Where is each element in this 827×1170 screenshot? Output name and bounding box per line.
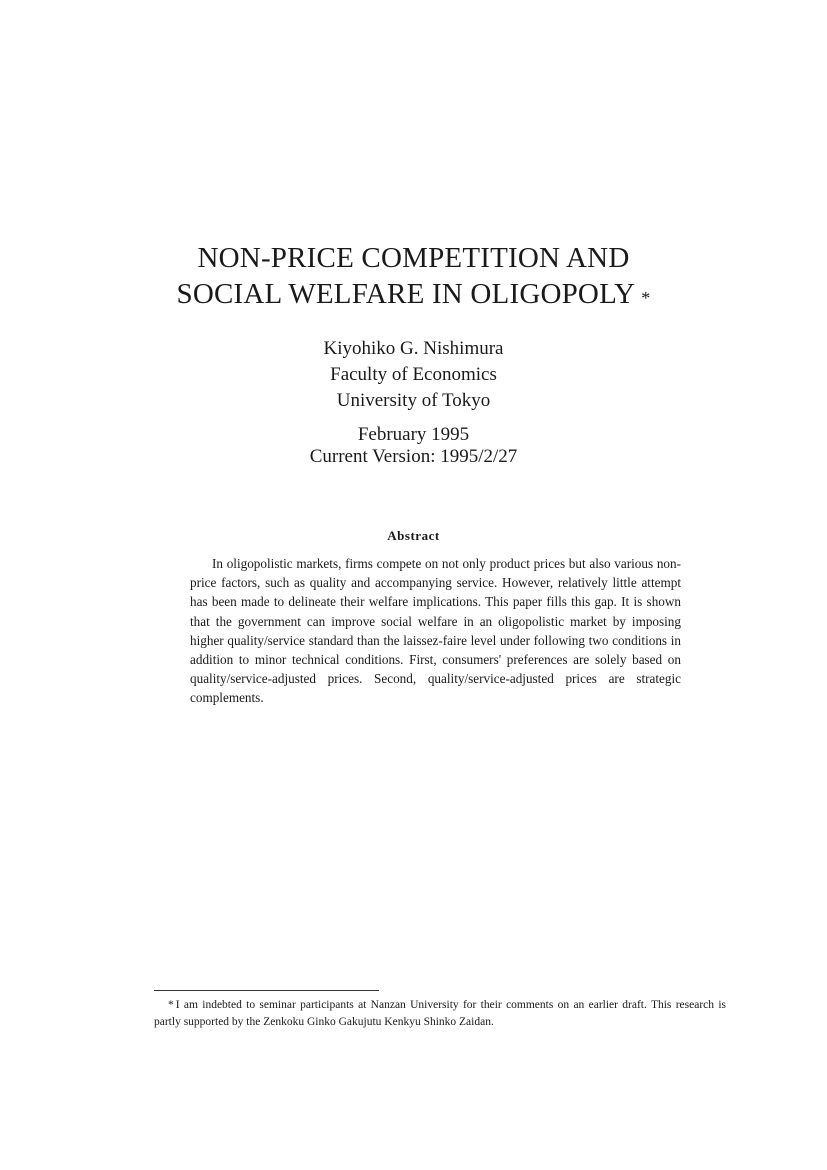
paper-version: Current Version: 1995/2/27 <box>309 446 518 467</box>
abstract-body: In oligopolistic markets, firms compete on not only product prices but also various non-price factors, such as quality and accompanying service. However, relatively little attempt has been made to delineate their welfare implications. This paper fills this gap. It is shown that the government can improve social welfare in an oligopolistic market by imposing higher quality/service standard than the laissez-faire level under following two conditions in addition to minor technical conditions. First, consumers' preferences are solely based on quality/service-adjusted prices. Second, quality/service-adjusted prices are strategic complements. <box>190 556 681 706</box>
author-name: Kiyohiko G. Nishimura <box>323 338 504 359</box>
abstract-heading: Abstract <box>387 528 440 543</box>
author-block <box>0 336 827 414</box>
author-institution: University of Tokyo <box>336 390 491 411</box>
title-line-1: NON-PRICE COMPETITION AND <box>197 242 630 274</box>
footnote-text: I am indebted to seminar participants at Nanzan University for their comments on an earlier draft. This research is partly supported by the Zenkoku Ginko Gakujutu Kenkyu Shinko Zaidan. <box>154 999 726 1028</box>
paper-title <box>0 240 827 312</box>
author-department: Faculty of Economics <box>330 364 497 385</box>
date-block <box>0 424 827 468</box>
paper-date: February 1995 <box>357 424 470 445</box>
title-footnote-mark: * <box>641 288 651 308</box>
footnote <box>154 997 726 1031</box>
title-line-2-text: SOCIAL WELFARE IN OLIGOPOLY <box>176 278 636 310</box>
title-line-2 <box>0 276 827 312</box>
footnote-mark: * <box>168 999 174 1011</box>
footnote-rule <box>154 990 379 991</box>
